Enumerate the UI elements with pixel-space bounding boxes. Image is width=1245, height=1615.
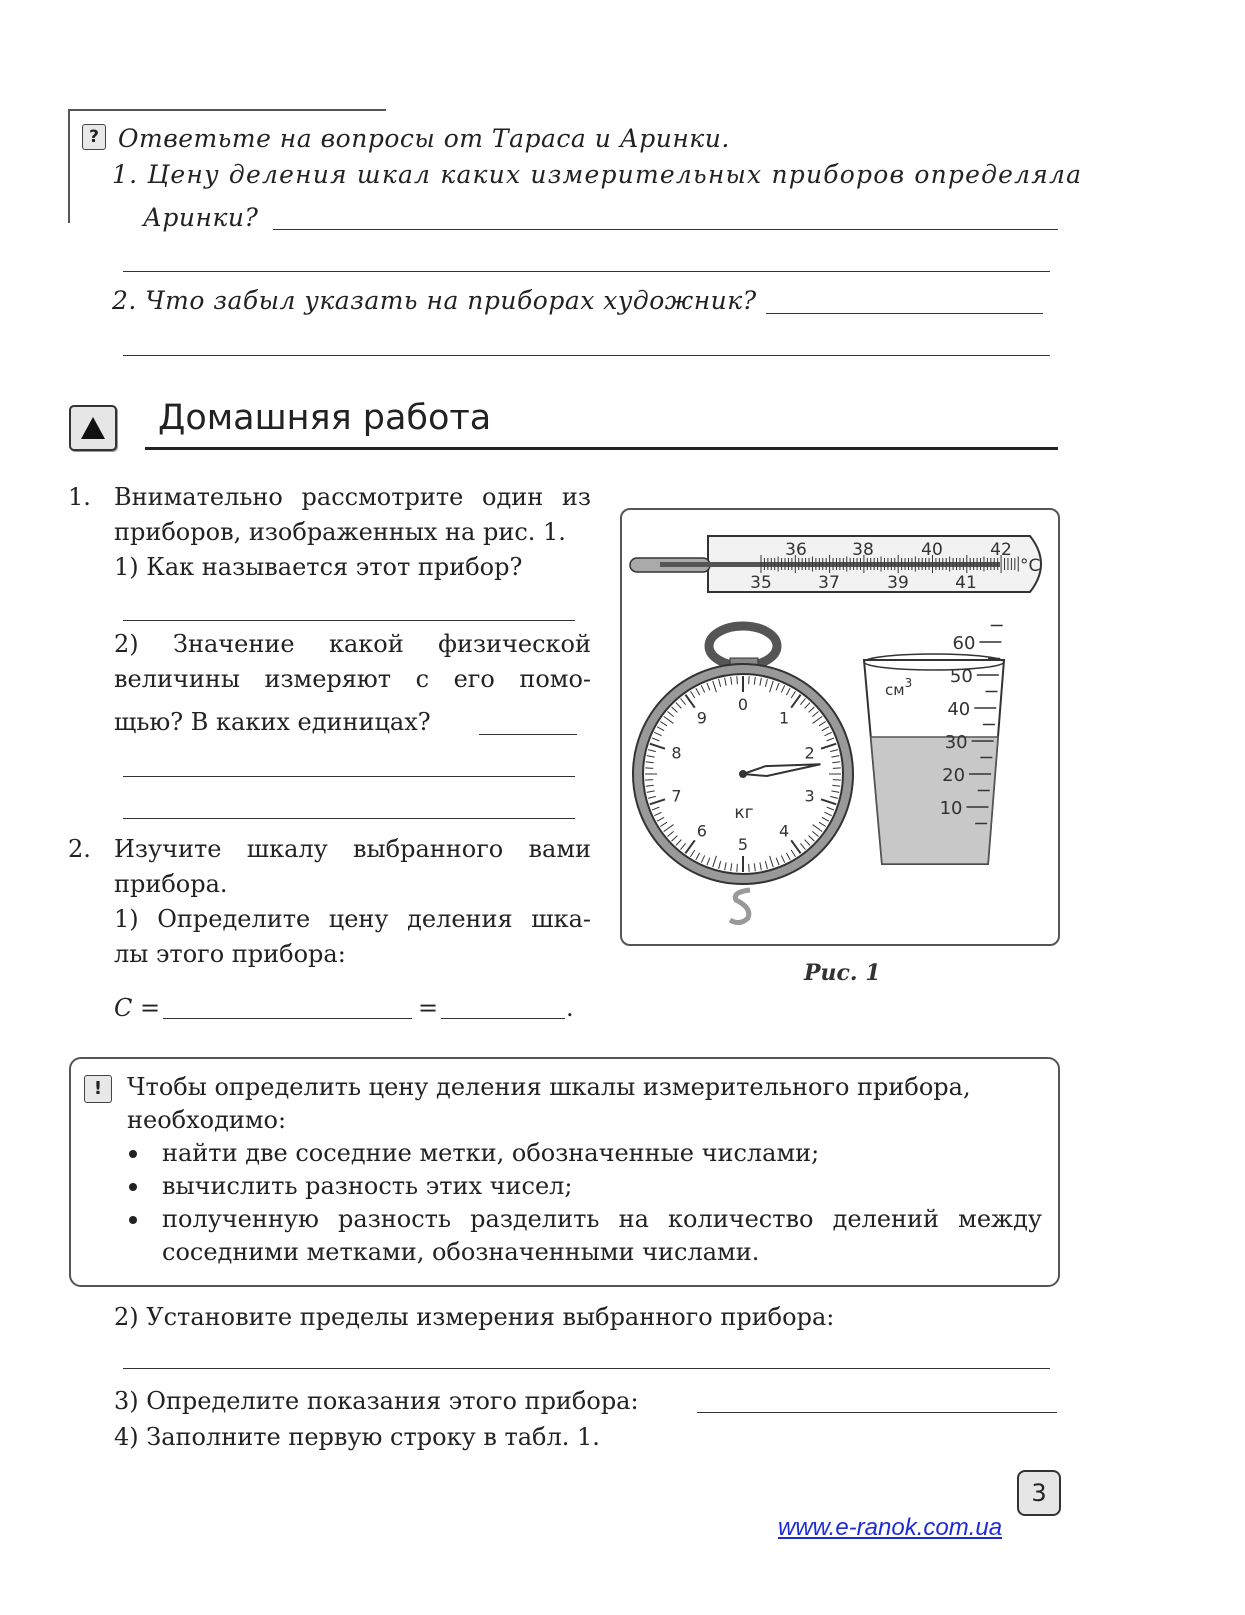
page-number-box bbox=[1017, 1470, 1061, 1516]
task-1-line2: приборов, изображенных на рис. 1. bbox=[114, 518, 566, 546]
task-1-sub2-line1: 2) Значение какой физической bbox=[114, 630, 591, 658]
beaker-label: 40 bbox=[947, 699, 971, 720]
exclamation-icon: ! bbox=[84, 1075, 112, 1103]
dial-label: 2 bbox=[804, 743, 815, 763]
note-bullet: вычислить разность этих чисел; bbox=[162, 1169, 572, 1204]
triangle-up-icon bbox=[69, 405, 117, 451]
therm-bottom-label: 41 bbox=[955, 573, 977, 593]
task-1-sub1: 1) Как называется этот прибор? bbox=[114, 553, 523, 581]
task-2-number: 2. bbox=[68, 835, 91, 863]
therm-bottom-label: 39 bbox=[887, 573, 909, 593]
scale-unit: кг bbox=[734, 803, 754, 823]
question-icon: ? bbox=[82, 124, 106, 150]
dial-tick bbox=[749, 676, 750, 684]
dial-label: 8 bbox=[671, 743, 682, 763]
therm-top-label: 36 bbox=[785, 540, 807, 560]
answer-line[interactable] bbox=[123, 776, 575, 777]
note-bullet: найти две соседние метки, обозначенные числами; bbox=[162, 1136, 819, 1171]
beaker-label: 50 bbox=[949, 666, 973, 687]
task-1-number: 1. bbox=[68, 483, 91, 511]
task-2-sub1-line1: 1) Определите цену деления шка- bbox=[114, 905, 591, 933]
task-2-sub1-line2: лы этого прибора: bbox=[114, 940, 346, 968]
answer-line[interactable] bbox=[479, 734, 577, 735]
note-line1: Чтобы определить цену деления шкалы измерительного прибора, bbox=[127, 1073, 971, 1101]
task-2-line1: Изучите шкалу выбранного вами bbox=[114, 835, 591, 863]
dial-label: 6 bbox=[696, 821, 707, 841]
task-2-sub4: 4) Заполните первую строку в табл. 1. bbox=[114, 1423, 600, 1451]
question-intro: Ответьте на вопросы от Тараса и Аринки. bbox=[118, 124, 730, 153]
formula-period: . bbox=[566, 994, 574, 1022]
formula-c-label: C = bbox=[114, 994, 161, 1022]
dial-tick bbox=[749, 864, 750, 872]
dial-label: 9 bbox=[696, 708, 707, 728]
website-link[interactable]: www.e-ranok.com.ua bbox=[778, 1514, 1003, 1541]
dial-label: 0 bbox=[737, 695, 749, 714]
dial-tick bbox=[737, 864, 738, 872]
dial-tick bbox=[645, 768, 653, 769]
answer-line[interactable] bbox=[123, 818, 575, 819]
homework-title: Домашняя работа bbox=[158, 398, 492, 438]
dial-label: 7 bbox=[671, 786, 682, 806]
question-block-bracket bbox=[68, 109, 386, 111]
dial-tick bbox=[833, 780, 841, 781]
dial-tick bbox=[645, 780, 653, 781]
dial-label: 5 bbox=[737, 835, 749, 854]
spring-scale bbox=[633, 626, 853, 923]
thermometer-unit: °C bbox=[1020, 556, 1041, 576]
therm-top-label: 40 bbox=[921, 540, 943, 560]
dial-tick bbox=[737, 676, 738, 684]
note-bullet: полученную разность разделить на количество делений между bbox=[162, 1202, 1042, 1237]
answer-line[interactable] bbox=[766, 313, 1043, 314]
dial-label: 1 bbox=[779, 708, 790, 728]
beaker-label: 20 bbox=[942, 765, 966, 786]
task-1-sub2-line2: величины измеряют с его помо- bbox=[114, 665, 591, 693]
answer-line[interactable] bbox=[123, 620, 575, 621]
therm-top-label: 42 bbox=[990, 540, 1012, 560]
therm-bottom-label: 35 bbox=[750, 573, 772, 593]
beaker-water bbox=[871, 737, 998, 864]
answer-line[interactable] bbox=[123, 271, 1050, 272]
question-2: 2. Что забыл указать на приборах художник? bbox=[112, 286, 757, 315]
note-bullet-cont: соседними метками, обозначенными числами. bbox=[162, 1238, 760, 1266]
dial-label: 3 bbox=[804, 786, 815, 806]
note-line2: необходимо: bbox=[127, 1106, 287, 1134]
task-1-line1: Внимательно рассмотрите один из bbox=[114, 483, 591, 511]
dial-label: 4 bbox=[779, 821, 790, 841]
task-2-sub2: 2) Установите пределы измерения выбранного прибора: bbox=[114, 1303, 835, 1331]
beaker-unit: $см^3$ bbox=[885, 676, 913, 699]
therm-top-label: 38 bbox=[852, 540, 874, 560]
beaker-label: 30 bbox=[944, 732, 968, 753]
therm-bottom-label: 37 bbox=[818, 573, 840, 593]
beaker-label: 10 bbox=[939, 798, 963, 819]
homework-title-rule bbox=[145, 447, 1058, 450]
question-block-bracket-side bbox=[68, 109, 70, 223]
answer-line[interactable] bbox=[123, 1368, 1050, 1369]
beaker bbox=[864, 626, 1004, 865]
formula-blank[interactable] bbox=[441, 1018, 565, 1019]
task-2-sub3: 3) Определите показания этого прибора: bbox=[114, 1387, 639, 1415]
formula-blank[interactable] bbox=[163, 1018, 412, 1019]
task-2-line2: прибора. bbox=[114, 870, 228, 898]
answer-line[interactable] bbox=[697, 1412, 1057, 1413]
answer-line[interactable] bbox=[273, 229, 1058, 230]
question-1-line1: 1. Цену деления шкал каких измерительных приборов определяла bbox=[112, 160, 1083, 189]
figure-caption: Рис. 1 bbox=[804, 960, 881, 986]
thermometer bbox=[630, 536, 1041, 593]
dial-tick bbox=[833, 768, 841, 769]
beaker-label: 60 bbox=[952, 633, 976, 654]
task-1-sub2-line3: щью? В каких единицах? bbox=[114, 708, 431, 736]
question-1-line2: Аринки? bbox=[143, 203, 259, 232]
figure-drawing bbox=[620, 508, 1060, 948]
formula-equals: = bbox=[418, 994, 439, 1022]
page-number: 3 bbox=[1031, 1479, 1047, 1507]
answer-line[interactable] bbox=[123, 355, 1050, 356]
